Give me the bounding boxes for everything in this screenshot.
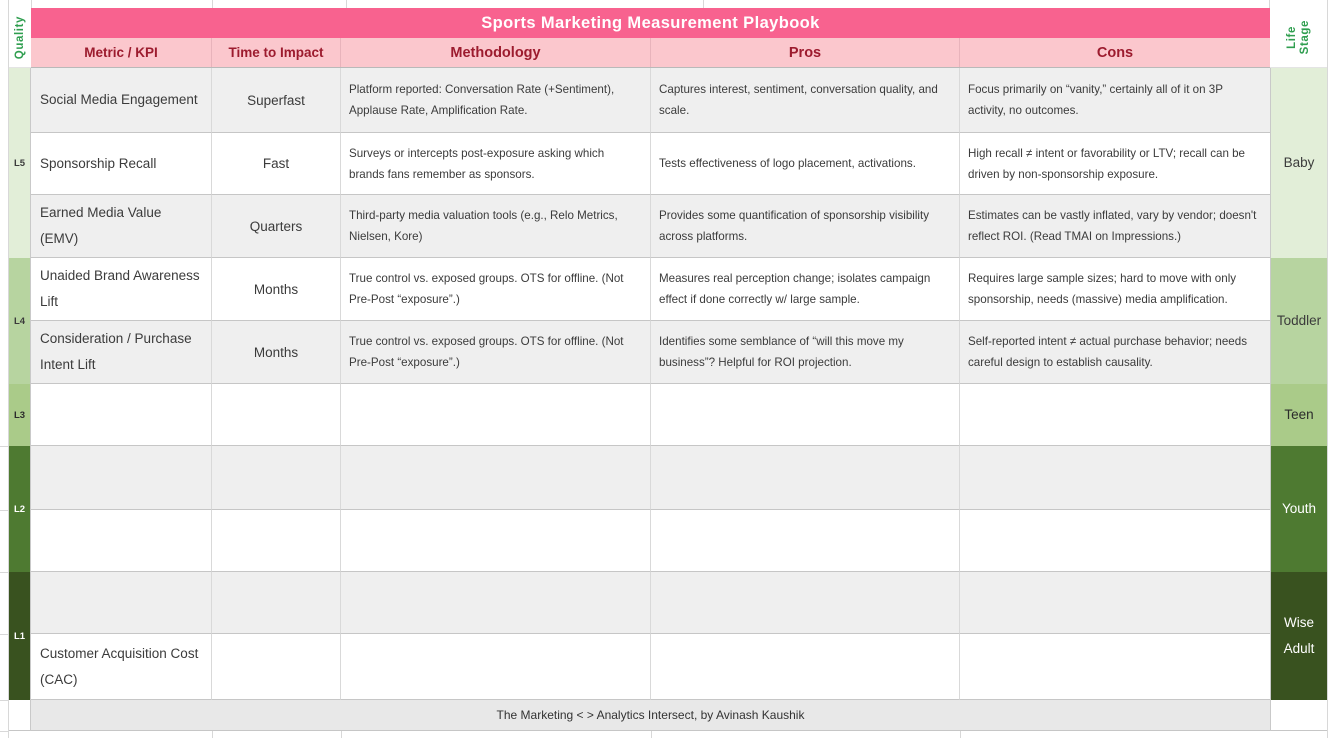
gridline bbox=[651, 731, 652, 738]
methodology-cell[interactable]: Surveys or intercepts post-exposure asking which brands fans remember as sponsors. bbox=[341, 133, 651, 195]
metric-cell[interactable] bbox=[31, 510, 212, 572]
gridline bbox=[0, 634, 8, 635]
methodology-cell[interactable]: Platform reported: Conversation Rate (+Sentiment), Applause Rate, Amplification Rate. bbox=[341, 68, 651, 133]
metric-cell[interactable]: Unaided Brand Awareness Lift bbox=[31, 258, 212, 321]
cons-cell[interactable]: Requires large sample sizes; hard to move with only sponsorship, needs (massive) media amplification. bbox=[960, 258, 1270, 321]
life-stage-axis-column bbox=[1270, 8, 1327, 738]
metric-cell[interactable] bbox=[31, 446, 212, 510]
gridline bbox=[0, 700, 8, 701]
quality-level-l2-cell[interactable] bbox=[9, 446, 31, 572]
credit-footer[interactable]: The Marketing < > Analytics Intersect, by Avinash Kaushik bbox=[31, 700, 1270, 731]
table-row bbox=[31, 258, 1270, 321]
time-cell[interactable] bbox=[212, 510, 341, 572]
quality-axis-column bbox=[9, 8, 31, 738]
table-row bbox=[31, 384, 1270, 446]
pros-cell[interactable]: Identifies some semblance of “will this move my business”? Helpful for ROI projection. bbox=[651, 321, 960, 384]
gridline bbox=[346, 0, 347, 8]
gridline bbox=[960, 731, 961, 738]
cons-cell[interactable]: Estimates can be vastly inflated, vary by vendor; doesn't reflect ROI. (Read TMAI on Impressions.) bbox=[960, 195, 1270, 258]
gridline bbox=[31, 0, 32, 8]
methodology-cell[interactable] bbox=[341, 446, 651, 510]
life-stage-label: Youth bbox=[1281, 501, 1317, 516]
life-stage-wise-adult-cell[interactable] bbox=[1270, 572, 1327, 700]
gridline bbox=[0, 446, 8, 447]
quality-level-label: L4 bbox=[13, 315, 26, 327]
cons-cell[interactable]: Focus primarily on “vanity,” certainly all of it on 3P activity, no outcomes. bbox=[960, 68, 1270, 133]
methodology-cell[interactable] bbox=[341, 510, 651, 572]
gridline bbox=[0, 731, 8, 732]
methodology-cell[interactable] bbox=[341, 572, 651, 634]
sheet-bottom-strip bbox=[1270, 731, 1327, 738]
table-row bbox=[31, 572, 1270, 634]
time-cell[interactable] bbox=[212, 572, 341, 634]
sheet-bottom-strip bbox=[9, 731, 31, 738]
quality-level-l5-cell[interactable] bbox=[9, 68, 31, 258]
sheet-bottom-strip bbox=[31, 731, 1270, 738]
table-row bbox=[31, 634, 1270, 700]
table-row bbox=[31, 133, 1270, 195]
life-stage-youth-cell[interactable] bbox=[1270, 446, 1327, 572]
cons-cell[interactable] bbox=[960, 572, 1270, 634]
time-cell[interactable]: Months bbox=[212, 321, 341, 384]
life-stage-toddler-cell[interactable] bbox=[1270, 258, 1327, 384]
metric-cell[interactable]: Social Media Engagement bbox=[31, 68, 212, 133]
sheet-top-strip bbox=[9, 0, 1327, 8]
header-methodology[interactable]: Methodology bbox=[341, 38, 651, 67]
table-row bbox=[31, 68, 1270, 133]
time-cell[interactable] bbox=[212, 634, 341, 700]
table-row bbox=[31, 321, 1270, 384]
table-row bbox=[31, 510, 1270, 572]
table-row bbox=[31, 446, 1270, 510]
cons-cell[interactable] bbox=[960, 510, 1270, 572]
quality-level-label: L1 bbox=[13, 630, 26, 642]
gridline bbox=[341, 731, 342, 738]
page-title[interactable]: Sports Marketing Measurement Playbook bbox=[31, 8, 1270, 38]
life-stage-axis-header-cell[interactable] bbox=[1270, 8, 1327, 68]
life-stage-label: Teen bbox=[1284, 407, 1314, 422]
gridline bbox=[212, 0, 213, 8]
gridline bbox=[0, 572, 8, 573]
life-stage-baby-cell[interactable] bbox=[1270, 68, 1327, 258]
pros-cell[interactable] bbox=[651, 510, 960, 572]
life-stage-label: Baby bbox=[1283, 155, 1315, 170]
time-cell[interactable]: Months bbox=[212, 258, 341, 321]
life-stage-axis-label-line1: Life bbox=[1286, 26, 1298, 49]
time-cell[interactable] bbox=[212, 384, 341, 446]
gridline bbox=[1269, 0, 1270, 8]
metric-cell[interactable] bbox=[31, 572, 212, 634]
gridline bbox=[212, 731, 213, 738]
metric-cell[interactable]: Customer Acquisition Cost (CAC) bbox=[31, 634, 212, 700]
quality-level-label: L3 bbox=[13, 409, 26, 421]
header-time-to-impact[interactable]: Time to Impact bbox=[212, 38, 341, 67]
quality-axis-header-cell[interactable] bbox=[9, 8, 31, 68]
cons-cell[interactable]: Self-reported intent ≠ actual purchase behavior; needs careful design to establish causality. bbox=[960, 321, 1270, 384]
pros-cell[interactable]: Provides some quantification of sponsorship visibility across platforms. bbox=[651, 195, 960, 258]
sheet-left-margin bbox=[0, 0, 9, 738]
cons-cell[interactable] bbox=[960, 446, 1270, 510]
time-cell[interactable] bbox=[212, 446, 341, 510]
quality-level-label: L5 bbox=[13, 157, 26, 169]
time-cell[interactable]: Superfast bbox=[212, 68, 341, 133]
cons-cell[interactable] bbox=[960, 634, 1270, 700]
quality-level-label: L2 bbox=[13, 503, 26, 515]
life-stage-label: Wise Adult bbox=[1283, 615, 1315, 656]
cons-cell[interactable] bbox=[960, 384, 1270, 446]
pros-cell[interactable]: Captures interest, sentiment, conversation quality, and scale. bbox=[651, 68, 960, 133]
metric-cell[interactable] bbox=[31, 384, 212, 446]
header-pros[interactable]: Pros bbox=[651, 38, 960, 67]
sheet-right-margin bbox=[1327, 0, 1333, 738]
pros-cell[interactable] bbox=[651, 384, 960, 446]
table-row bbox=[31, 195, 1270, 258]
methodology-cell[interactable] bbox=[341, 634, 651, 700]
metric-cell[interactable]: Consideration / Purchase Intent Lift bbox=[31, 321, 212, 384]
gridline bbox=[703, 0, 704, 8]
pros-cell[interactable]: Tests effectiveness of logo placement, activations. bbox=[651, 133, 960, 195]
quality-level-l1-cell[interactable] bbox=[9, 572, 31, 700]
gridline bbox=[0, 510, 8, 511]
life-stage-axis-label-line2: Stage bbox=[1299, 20, 1311, 55]
pros-cell[interactable]: Measures real perception change; isolates campaign effect if done correctly w/ large sample. bbox=[651, 258, 960, 321]
time-cell[interactable]: Quarters bbox=[212, 195, 341, 258]
metric-cell[interactable]: Sponsorship Recall bbox=[31, 133, 212, 195]
pros-cell[interactable] bbox=[651, 634, 960, 700]
cons-cell[interactable]: High recall ≠ intent or favorability or LTV; recall can be driven by non-sponsorship exposure. bbox=[960, 133, 1270, 195]
quality-axis-label: Quality bbox=[14, 15, 26, 60]
methodology-cell[interactable]: True control vs. exposed groups. OTS for offline. (Not Pre-Post “exposure”.) bbox=[341, 321, 651, 384]
pros-cell[interactable] bbox=[651, 446, 960, 510]
methodology-cell[interactable] bbox=[341, 384, 651, 446]
pros-cell[interactable] bbox=[651, 572, 960, 634]
column-header-row bbox=[31, 38, 1270, 68]
methodology-cell[interactable]: Third-party media valuation tools (e.g., Relo Metrics, Nielsen, Kore) bbox=[341, 195, 651, 258]
time-cell[interactable]: Fast bbox=[212, 133, 341, 195]
header-cons[interactable]: Cons bbox=[960, 38, 1270, 67]
metric-cell[interactable]: Earned Media Value (EMV) bbox=[31, 195, 212, 258]
life-stage-teen-cell[interactable] bbox=[1270, 384, 1327, 446]
quality-level-l3-cell[interactable] bbox=[9, 384, 31, 446]
life-stage-label: Toddler bbox=[1276, 313, 1322, 328]
empty-cell[interactable] bbox=[1270, 700, 1327, 731]
empty-cell[interactable] bbox=[9, 700, 31, 731]
header-metric-kpi[interactable]: Metric / KPI bbox=[31, 38, 212, 67]
methodology-cell[interactable]: True control vs. exposed groups. OTS for offline. (Not Pre-Post “exposure”.) bbox=[341, 258, 651, 321]
playbook-table bbox=[31, 8, 1270, 738]
quality-level-l4-cell[interactable] bbox=[9, 258, 31, 384]
